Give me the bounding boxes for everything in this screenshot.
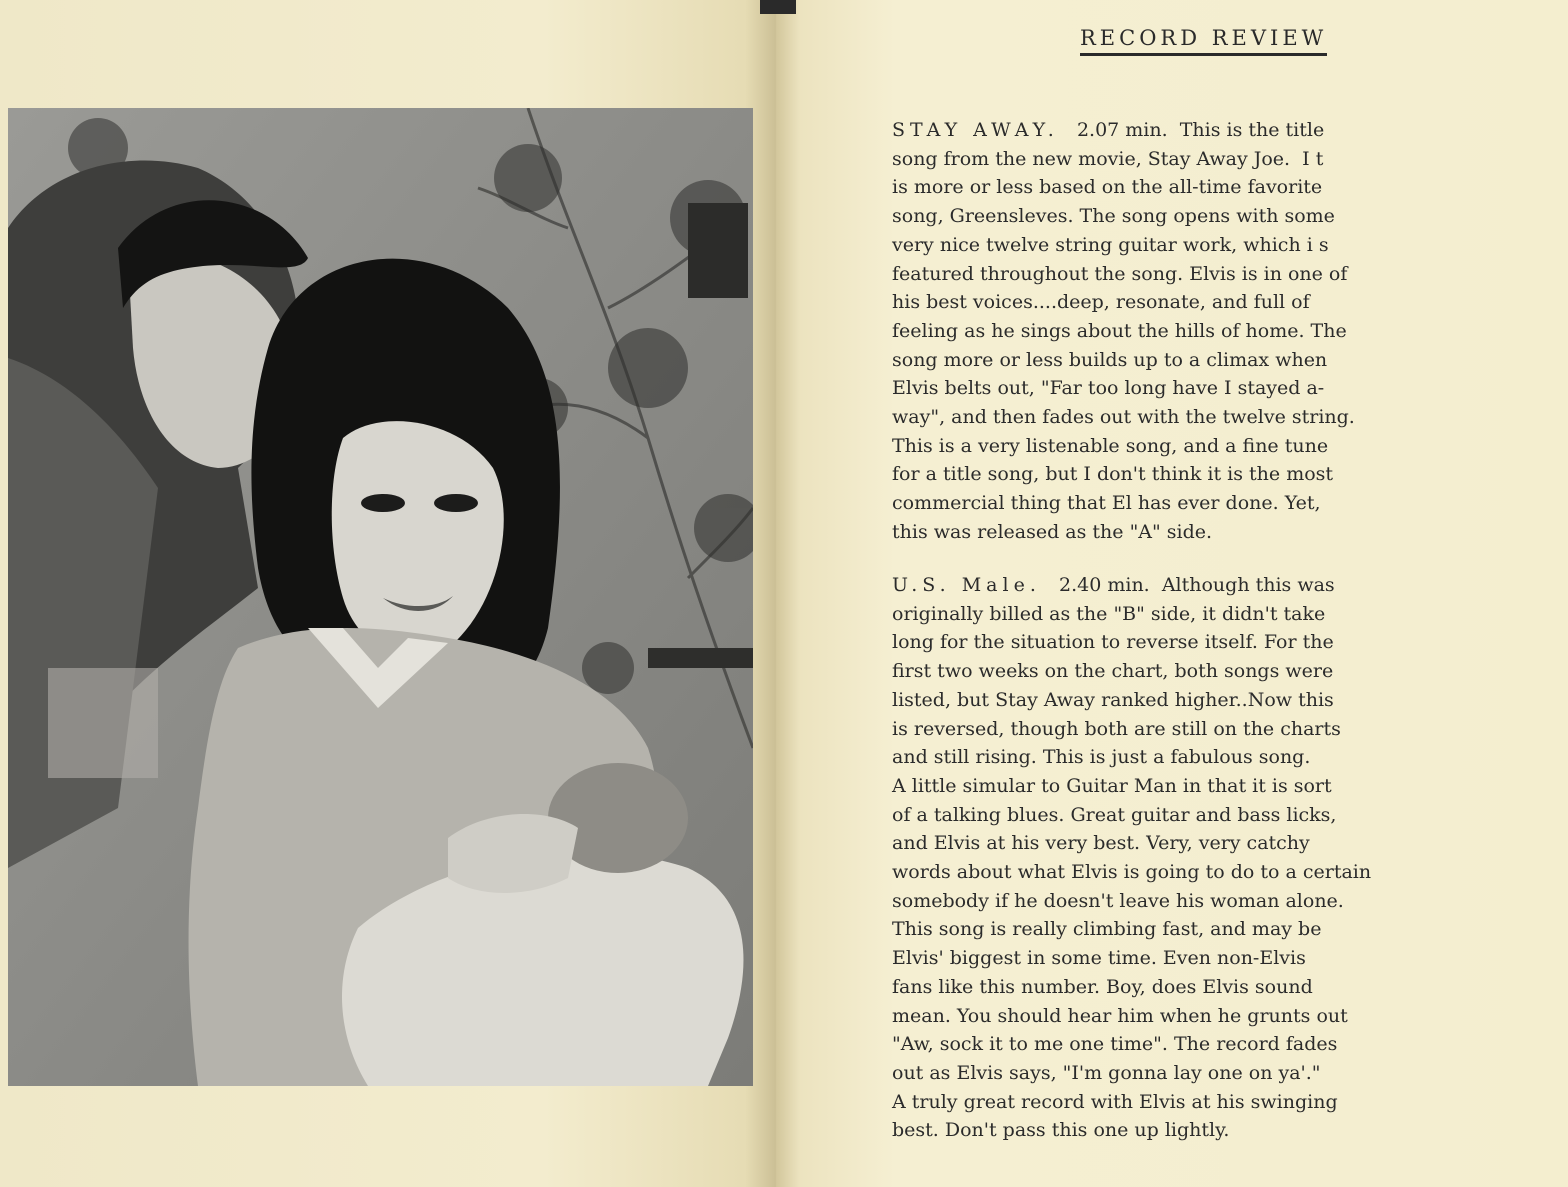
review-text-line: his best voices....deep, resonate, and full of (892, 291, 1310, 314)
review-us-male (892, 571, 1532, 1145)
review-first-line (892, 116, 1532, 145)
review-text-line: and still rising. This is just a fabulous song. (892, 746, 1311, 769)
review-text-line: featured throughout the song. Elvis is in one of (892, 262, 1348, 285)
review-text-line: very nice twelve string guitar work, which i s (892, 233, 1329, 256)
review-text-line: A little simular to Guitar Man in that it is sort (892, 774, 1332, 797)
review-text-line: is reversed, though both are still on the charts (892, 717, 1341, 740)
review-text-line: way", and then fades out with the twelve string. (892, 406, 1355, 429)
review-text-line: A truly great record with Elvis at his swinging (892, 1090, 1338, 1113)
song-duration: 2.07 min. (1076, 119, 1168, 141)
review-text-line: is more or less based on the all-time favorite (892, 176, 1323, 199)
review-text-line: song more or less builds up to a climax when (892, 348, 1328, 371)
review-text-line: This is a very listenable song, and a fine tune (892, 434, 1329, 457)
review-text-line: somebody if he doesn't leave his woman alone. (892, 889, 1344, 912)
review-text-line: words about what Elvis is going to do to a certain (892, 861, 1372, 884)
review-stay-away (892, 116, 1532, 547)
review-text-line: fans like this number. Boy, does Elvis sound (892, 975, 1313, 998)
left-page (0, 0, 776, 1187)
review-text-line: best. Don't pass this one up lightly. (892, 1119, 1230, 1142)
review-text-line: This is the title (1179, 119, 1325, 141)
review-text-line: "Aw, sock it to me one time". The record fades (892, 1033, 1338, 1056)
review-text-line: Although this was (1161, 574, 1335, 596)
review-text-line: first two weeks on the chart, both songs were (892, 660, 1334, 683)
review-text-line: Elvis' biggest in some time. Even non-Elvis (892, 947, 1306, 970)
song-title: U.S. Male. (892, 574, 1041, 596)
review-text-line: out as Elvis says, "I'm gonna lay one on ya'." (892, 1061, 1321, 1084)
review-text-line: this was released as the "A" side. (892, 520, 1213, 543)
review-text-line: This song is really climbing fast, and may be (892, 918, 1322, 941)
review-text-line: and Elvis at his very best. Very, very catchy (892, 832, 1310, 855)
review-text-line: song, Greensleves. The song opens with some (892, 205, 1335, 228)
review-text-line: feeling as he sings about the hills of home. The (892, 319, 1347, 342)
page-header: RECORD REVIEW (1080, 26, 1327, 56)
review-text-line: listed, but Stay Away ranked higher..Now this (892, 688, 1334, 711)
review-text-line: of a talking blues. Great guitar and bass licks, (892, 803, 1337, 826)
review-text-line: Elvis belts out, "Far too long have I stayed a- (892, 377, 1325, 400)
song-duration: 2.40 min. (1059, 574, 1150, 596)
review-text-line: for a title song, but I don't think it is the most (892, 463, 1334, 486)
review-first-line (892, 571, 1532, 600)
review-text-line: long for the situation to reverse itself. For the (892, 631, 1334, 654)
review-text-line: commercial thing that El has ever done. Yet, (892, 492, 1321, 515)
binding-edge (760, 0, 796, 14)
song-title: STAY AWAY. (892, 119, 1059, 141)
review-text-line: originally billed as the "B" side, it didn't take (892, 602, 1326, 625)
review-text-line: song from the new movie, Stay Away Joe. I t (892, 147, 1324, 170)
photo-illustration (8, 108, 753, 1086)
review-text-line: mean. You should hear him when he grunts out (892, 1004, 1348, 1027)
family-photo (8, 108, 753, 1086)
